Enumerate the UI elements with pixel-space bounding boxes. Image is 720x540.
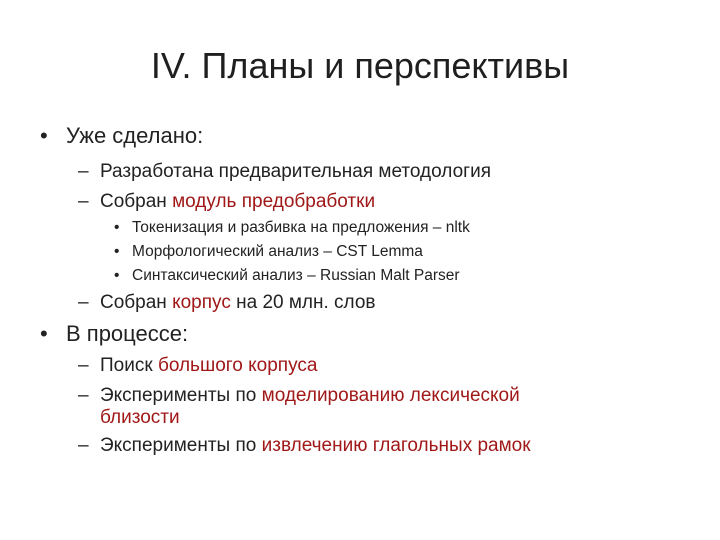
slide-title: IV. Планы и перспективы: [150, 45, 570, 86]
progress-item-highlight: близости: [100, 407, 180, 428]
progress-item-prefix: Эксперименты по: [100, 435, 262, 456]
done-item-prefix: Собран: [100, 191, 173, 212]
progress-item-prefix: Эксперименты по: [100, 385, 262, 406]
progress-item-text: [100, 384, 520, 408]
progress-item-lexical-cont: [100, 406, 180, 430]
done-item-prefix: Собран: [100, 292, 173, 313]
dash-icon: –: [78, 385, 89, 406]
dash-icon: –: [78, 355, 89, 376]
dash-icon: –: [78, 191, 89, 212]
progress-item-highlight: большого корпуса: [157, 355, 318, 376]
in-progress-label: В процессе:: [66, 321, 189, 346]
done-item-suffix: на 20 млн. слов: [230, 292, 376, 313]
progress-item-prefix: Поиск: [100, 355, 158, 376]
dash-icon: –: [78, 292, 89, 313]
progress-item-highlight: извлечению глагольных рамок: [261, 435, 531, 456]
dash-icon: –: [78, 435, 89, 456]
sub-item-text: Синтаксический анализ – Russian Malt Parser: [132, 267, 460, 284]
progress-item-highlight: моделированию лексической: [261, 385, 520, 406]
bullet-dot-icon: •: [114, 243, 120, 260]
progress-item-text: [100, 354, 317, 378]
sub-item-text: Морфологический анализ – CST Lemma: [132, 243, 423, 260]
bullet-dot-icon: •: [114, 219, 120, 236]
sub-item-text: Токенизация и разбивка на предложения – nltk: [132, 219, 470, 236]
bullet-dot-icon: •: [114, 267, 120, 284]
done-item-text: [100, 291, 376, 315]
dash-icon: –: [78, 161, 89, 182]
done-item-text: [100, 190, 375, 214]
done-label: Уже сделано:: [66, 123, 204, 148]
bullet-dot-icon: •: [40, 321, 48, 346]
done-item-text: Разработана предварительная методология: [100, 161, 491, 182]
progress-item-text: [100, 434, 531, 458]
bullet-dot-icon: •: [40, 123, 48, 148]
done-item-highlight: модуль предобработки: [172, 191, 376, 212]
done-item-highlight: корпус: [172, 292, 231, 313]
